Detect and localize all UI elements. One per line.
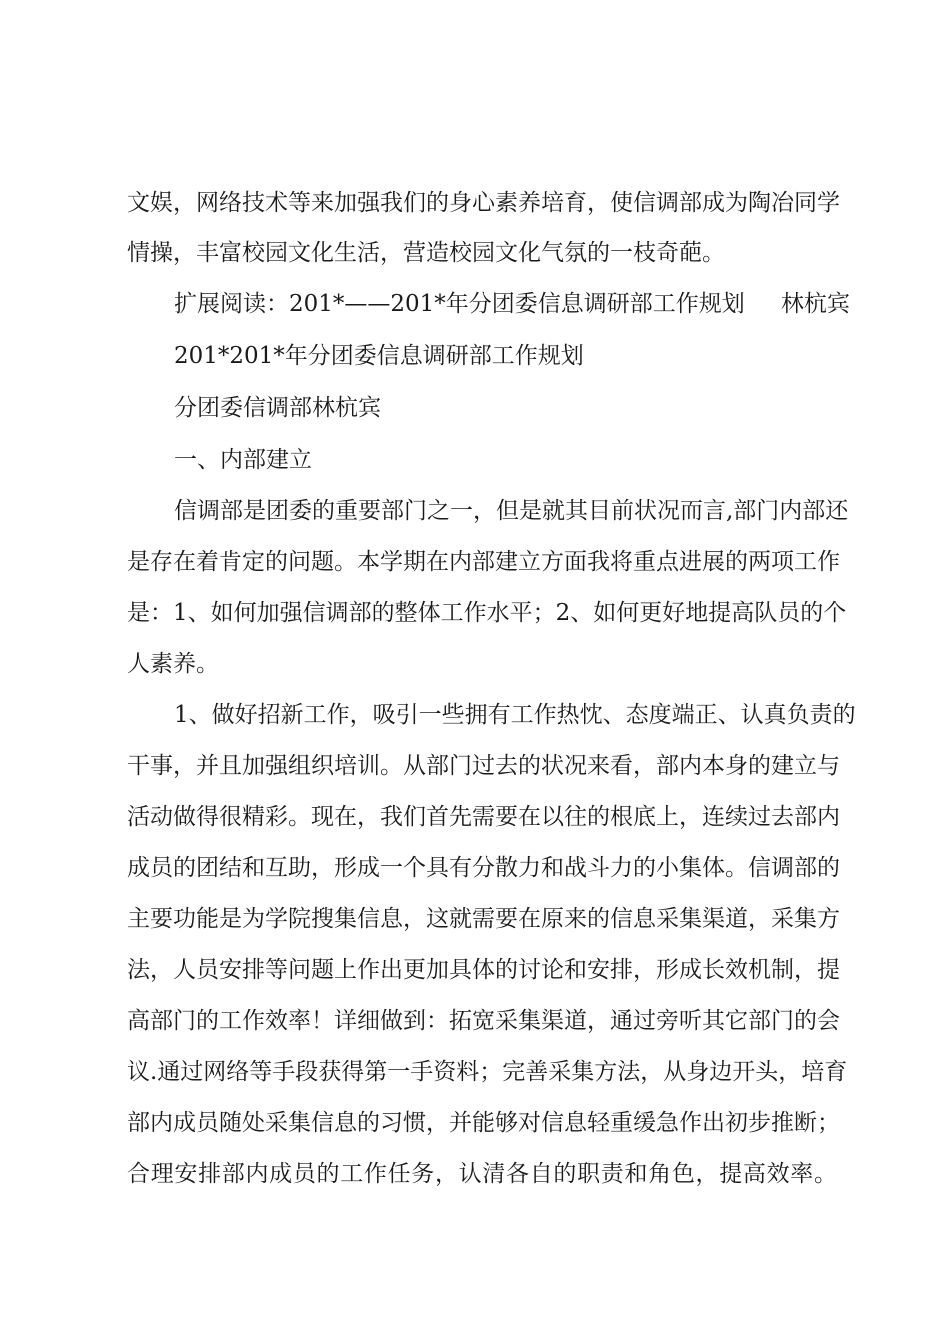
- section-heading: 一、内部建立: [174, 447, 312, 473]
- extended-reading-line: [174, 287, 850, 321]
- paragraph-line: 文娱，网络技术等来加强我们的身心素养培育，使信调部成为陶冶同学: [127, 190, 840, 216]
- paragraph-line: 成员的团结和互助，形成一个具有分散力和战斗力的小集体。信调部的: [127, 855, 840, 881]
- paragraph-line: 主要功能是为学院搜集信息，这就需要在原来的信息采集渠道，采集方: [127, 906, 840, 932]
- paragraph-line: 高部门的工作效率！详细做到：拓宽采集渠道，通过旁听其它部门的会: [127, 1008, 840, 1034]
- paragraph-line: 人素养。: [127, 651, 219, 677]
- paragraph-line: 干事，并且加强组织培训。从部门过去的状况来看，部内本身的建立与: [127, 753, 840, 779]
- paragraph-line: 情操，丰富校园文化生活，营造校园文化气氛的一枝奇葩。: [127, 240, 725, 266]
- paragraph-line: 活动做得很精彩。现在，我们首先需要在以往的根底上，连续过去部内: [127, 804, 840, 830]
- paragraph-line: 信调部是团委的重要部门之一，但是就其目前状况而言,部门内部还: [174, 498, 849, 524]
- document-title: 201*201*年分团委信息调研部工作规划: [174, 343, 584, 369]
- paragraph-line: 合理安排部内成员的工作任务，认清各自的职责和角色，提高效率。: [127, 1161, 837, 1187]
- author-line: 分团委信调部林杭宾: [174, 395, 381, 421]
- paragraph-line: 1、做好招新工作，吸引一些拥有工作热忱、态度端正、认真负责的: [174, 702, 856, 728]
- extended-reading-title: 扩展阅读：201*——201*年分团委信息调研部工作规划: [174, 291, 745, 317]
- paragraph-line: 是存在着肯定的问题。本学期在内部建立方面我将重点进展的两项工作: [127, 549, 840, 575]
- paragraph-line: 议.通过网络等手段获得第一手资料；完善采集方法，从身边开头，培育: [127, 1059, 848, 1085]
- paragraph-line: 是：1、如何加强信调部的整体工作水平；2、如何更好地提高队员的个: [127, 600, 847, 626]
- author-name: 林杭宾: [780, 291, 850, 317]
- paragraph-line: 部内成员随处采集信息的习惯，并能够对信息轻重缓急作出初步推断；: [127, 1110, 840, 1136]
- paragraph-line: 法，人员安排等问题上作出更加具体的讨论和安排，形成长效机制，提: [127, 957, 840, 983]
